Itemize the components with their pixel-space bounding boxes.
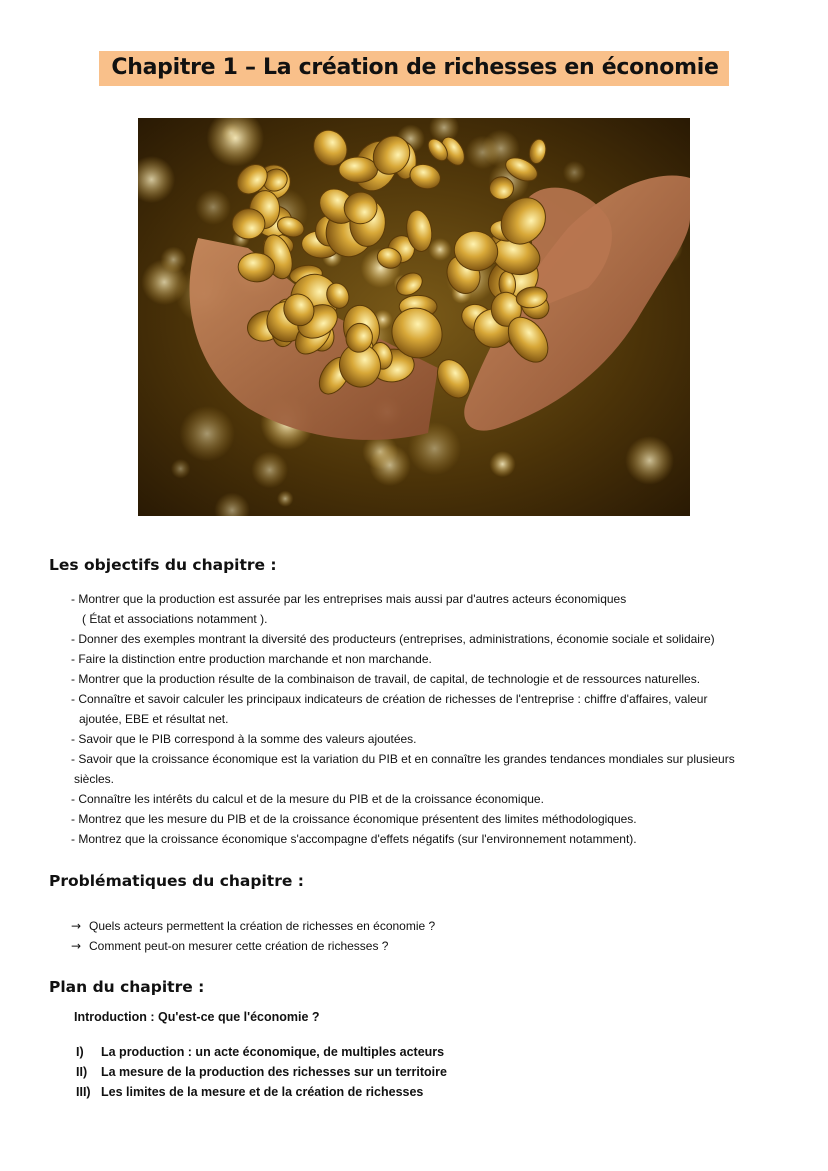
plan-item [76, 1082, 447, 1102]
objective-line: ( État et associations notamment ). [82, 612, 268, 626]
objective-line: ajoutée, EBE et résultat net. [79, 712, 229, 726]
chapter-title: Chapitre 1 – La création de richesses en économie [99, 51, 728, 86]
plan-heading: Plan du chapitre : [49, 978, 205, 996]
objective-line: - Connaître les intérêts du calcul et de la mesure du PIB et de la croissance économique. [71, 792, 544, 806]
objective-line: - Savoir que le PIB correspond à la somme des valeurs ajoutées. [71, 732, 417, 746]
objectives-list [71, 589, 791, 849]
objective-line: siècles. [74, 772, 115, 786]
problem-text: Comment peut-on mesurer cette création de richesses ? [89, 939, 389, 953]
plan-list [76, 1042, 447, 1102]
objective-line: - Faire la distinction entre production marchande et non marchande. [71, 652, 432, 666]
coins-photo [138, 118, 690, 516]
problems-heading: Problématiques du chapitre : [49, 872, 304, 890]
problem-text: Quels acteurs permettent la création de richesses en économie ? [89, 919, 436, 933]
objective-line: - Donner des exemples montrant la diversité des producteurs (entreprises, administrations, économie sociale et solidaire) [71, 632, 715, 646]
plan-item-number: I) [76, 1045, 84, 1059]
plan-item [76, 1042, 447, 1062]
plan-item-number: III) [76, 1085, 91, 1099]
objective-line: - Connaître et savoir calculer les principaux indicateurs de création de richesses de l'entreprise : chiffre d'affaires, valeur [71, 692, 708, 706]
arrow-right-icon: → [71, 939, 82, 953]
plan-item [76, 1062, 447, 1082]
plan-intro: Introduction : Qu'est-ce que l'économie ? [74, 1010, 320, 1024]
objective-line: - Montrez que la croissance économique s'accompagne d'effets négatifs (sur l'environnement notamment). [71, 832, 637, 846]
objective-line: - Montrer que la production résulte de la combinaison de travail, de capital, de technologie et de ressources naturelles. [71, 672, 701, 686]
plan-item-number: II) [76, 1065, 88, 1079]
problem-item [71, 916, 435, 936]
objective-line: - Montrez que les mesure du PIB et de la croissance économique présentent des limites méthodologiques. [71, 812, 637, 826]
problem-item [71, 936, 435, 956]
objectives-heading: Les objectifs du chapitre : [49, 556, 277, 574]
objective-line: - Montrer que la production est assurée par les entreprises mais aussi par d'autres acteurs économiques [71, 592, 627, 606]
plan-item-text: La mesure de la production des richesses sur un territoire [101, 1065, 447, 1079]
plan-item-text: Les limites de la mesure et de la création de richesses [101, 1085, 424, 1099]
problems-list [71, 916, 435, 956]
arrow-right-icon: → [71, 919, 82, 933]
objective-line: - Savoir que la croissance économique est la variation du PIB et en connaître les grandes tendances mondiales sur plusieurs [71, 752, 735, 766]
title-wrapper [0, 51, 828, 86]
plan-item-text: La production : un acte économique, de multiples acteurs [101, 1045, 445, 1059]
